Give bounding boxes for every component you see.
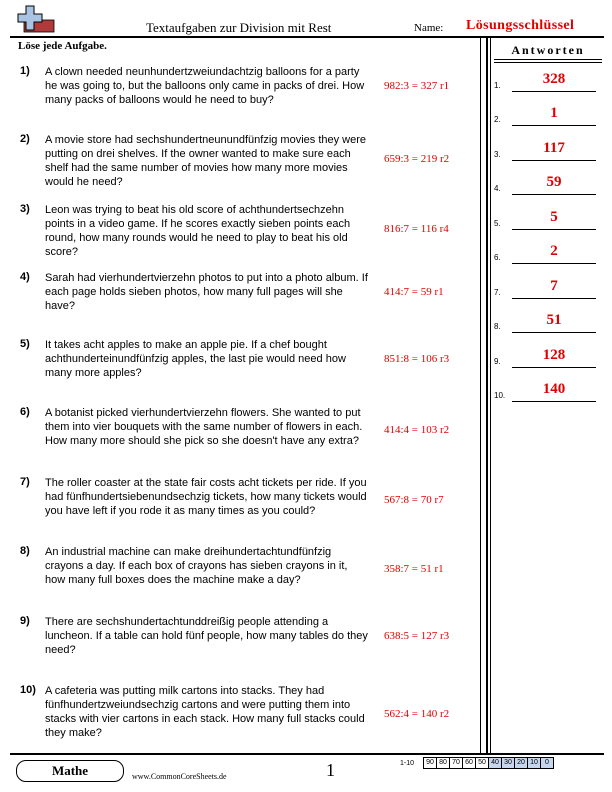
answer-number: 5. (494, 219, 501, 228)
answer-row (494, 206, 604, 230)
question-work: 816:7 = 116 r4 (384, 223, 449, 235)
answer-row (494, 102, 604, 126)
answer-value: 328 (542, 71, 566, 87)
question-number: 7) (20, 476, 30, 488)
question-text: A botanist picked vierhundertvierzehn flowers. She wanted to put them into vier bouquets with the same number of flowers in each. How many more should she pick so she doesn't have any extra? (45, 407, 363, 447)
answer-number: 8. (494, 322, 501, 331)
answer-number: 4. (494, 184, 501, 193)
question-number: 2) (20, 133, 30, 145)
column-divider (480, 37, 481, 753)
answer-line (512, 125, 596, 126)
answer-row (494, 171, 604, 195)
question-work: 358:7 = 51 r1 (384, 563, 444, 575)
question-work: 567:8 = 70 r7 (384, 494, 444, 506)
score-table (424, 757, 554, 769)
answer-line (512, 263, 596, 264)
answer-value: 51 (546, 312, 562, 328)
score-cell: 0 (540, 757, 554, 769)
question-text: A movie store had sechshundertneunundfünfzig movies they were putting on drei shelves. If the owner wanted to make sure each shelf had the same number of movies how many more movies would he need? (45, 134, 367, 188)
question-number: 6) (20, 406, 30, 418)
answer-value: 140 (542, 381, 566, 397)
score-cell: 40 (488, 757, 502, 769)
column-divider (490, 37, 491, 753)
score-cell: 10 (527, 757, 541, 769)
question-text: Sarah had vierhundertvierzehn photos to put into a photo album. If each page holds sieben photos, how many full pages will she have? (45, 272, 368, 312)
score-cell: 20 (514, 757, 528, 769)
footer-url: www.CommonCoreSheets.de (132, 772, 227, 781)
question-number: 1) (20, 65, 30, 77)
column-divider (486, 37, 488, 753)
answer-value: 1 (550, 105, 558, 121)
answer-line (512, 160, 596, 161)
question-number: 8) (20, 545, 30, 557)
question-work: 659:3 = 219 r2 (384, 153, 450, 165)
answer-line (512, 367, 596, 368)
answer-row (494, 344, 604, 368)
question-text: An industrial machine can make dreihundertachtundfünfzig crayons a day. If each box of crayons has sieben crayons in it, how many full boxes does the machine make a day? (45, 546, 348, 586)
subject-badge: Mathe (16, 760, 124, 782)
score-cell: 70 (449, 757, 463, 769)
footer-rule (10, 753, 604, 755)
question-text: A clown needed neunhundertzweiundachtzig balloons for a party he was going to, but the balloons only came in packs of drei. How many packs of balloons would he need to buy? (45, 66, 365, 106)
question-text: There are sechshundertachtunddreißig people attending a luncheon. If a table can hold fünf people, how many tables do they need? (45, 616, 368, 656)
page-title: Textaufgaben zur Division mit Rest (146, 20, 332, 35)
question-number: 3) (20, 203, 30, 215)
answer-row (494, 137, 604, 161)
question-number: 4) (20, 271, 30, 283)
question-work: 562:4 = 140 r2 (384, 708, 450, 720)
answer-number: 6. (494, 253, 501, 262)
answer-number: 9. (494, 357, 501, 366)
score-cell: 60 (462, 757, 476, 769)
answer-number: 3. (494, 150, 501, 159)
score-cell: 80 (436, 757, 450, 769)
answer-line (512, 332, 596, 333)
question-work: 638:5 = 127 r3 (384, 630, 450, 642)
name-value: Lösungsschlüssel (466, 18, 575, 33)
question-work: 414:7 = 59 r1 (384, 286, 444, 298)
answer-number: 10. (494, 391, 506, 400)
answer-value: 117 (543, 140, 565, 156)
answers-heading-rule (494, 62, 602, 63)
question-text: Leon was trying to beat his old score of achthundertsechzehn points in a video game. If he scores exactly sieben points each round, how many rounds would he need to play to beat his old score? (45, 204, 351, 258)
answer-value: 5 (550, 209, 558, 225)
answer-value: 59 (546, 174, 562, 190)
score-cell: 90 (423, 757, 437, 769)
name-label: Name: (414, 22, 444, 34)
question-number: 10) (20, 684, 36, 696)
question-number: 9) (20, 615, 30, 627)
question-work: 982:3 = 327 r1 (384, 80, 450, 92)
question-work: 851:8 = 106 r3 (384, 353, 450, 365)
answer-line (512, 401, 596, 402)
question-text: A cafeteria was putting milk cartons into stacks. They had fünfhundertzweiundsechzig cartons and were putting them into stacks with vier cartons in each stack. How many full stacks could they make? (45, 685, 365, 739)
score-cell: 30 (501, 757, 515, 769)
page-number: 1 (326, 760, 335, 780)
answer-value: 2 (550, 243, 558, 259)
header-rule (10, 36, 604, 38)
instructions: Löse jede Aufgabe. (18, 40, 107, 52)
answer-row (494, 309, 604, 333)
answers-heading: Antworten (511, 43, 585, 57)
logo-icon (14, 4, 56, 38)
answer-row (494, 68, 604, 92)
answer-row (494, 378, 604, 402)
question-work: 414:4 = 103 r2 (384, 424, 450, 436)
answer-row (494, 275, 604, 299)
answer-number: 2. (494, 115, 501, 124)
question-text: The roller coaster at the state fair costs acht tickets per ride. If you had fünfhundertsiebenundsechzig tickets, how many tickets would you have left if you rode it as many times as you could? (45, 477, 367, 517)
answer-line (512, 298, 596, 299)
answer-number: 1. (494, 81, 501, 90)
answer-value: 7 (550, 278, 558, 294)
score-cell: 50 (475, 757, 489, 769)
answer-number: 7. (494, 288, 501, 297)
answer-row (494, 240, 604, 264)
answer-value: 128 (542, 347, 566, 363)
answer-line (512, 91, 596, 92)
question-text: It takes acht apples to make an apple pie. If a chef bought achthunderteinundfünfzig apples, the last pie would need how many more apples? (45, 339, 346, 379)
answer-line (512, 229, 596, 230)
answer-line (512, 194, 596, 195)
score-label: 1-10 (400, 760, 415, 767)
question-number: 5) (20, 338, 30, 350)
answers-heading-rule (494, 59, 602, 60)
